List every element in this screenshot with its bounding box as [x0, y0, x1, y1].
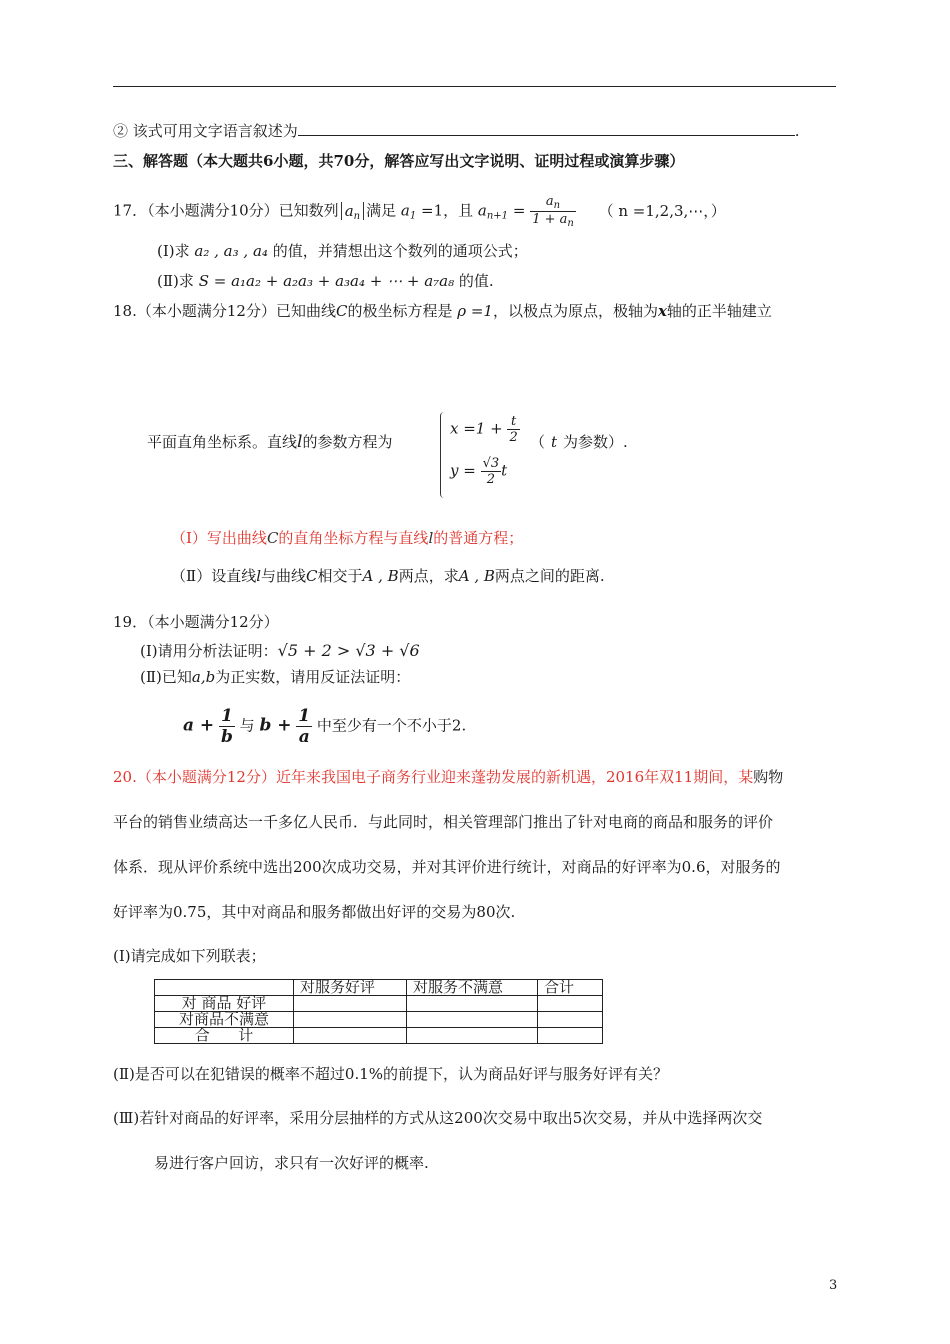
- row-label: 对 商品 好评: [155, 996, 294, 1012]
- table-cell[interactable]: [538, 1012, 603, 1028]
- table-header-cell: 对服务不满意: [407, 980, 538, 996]
- table-header-cell: 合计: [538, 980, 603, 996]
- q20-line1: 20.（本小题满分12分）近年来我国电子商务行业迎来蓬勃发展的新机遇，2016年双11期间，某购物: [113, 768, 784, 786]
- table-cell[interactable]: [407, 1012, 538, 1028]
- q19-part1: (Ⅰ)请用分析法证明：√5 + 2 > √3 + √6: [140, 641, 420, 660]
- table-cell[interactable]: [538, 1028, 603, 1044]
- q20-line3: 体系．现从评价系统中选出200次成功交易，并对其评价进行统计，对商品的好评率为0.6，对服务的: [113, 858, 781, 876]
- q17-part1: (Ⅰ)求 a₂ , a₃ , a₄ 的值，并猜想出这个数列的通项公式；: [157, 242, 528, 260]
- q19-stem: 19．（本小题满分12分）: [113, 613, 279, 631]
- q18-part2: （Ⅱ）设直线l与曲线C相交于A , B两点，求A , B两点之间的距离.: [171, 567, 605, 585]
- table-header-cell: 对服务好评: [294, 980, 407, 996]
- header-rule: [113, 86, 836, 87]
- table-cell[interactable]: [407, 996, 538, 1012]
- q20-line2: 平台的销售业绩高达一千多亿人民币．与此同时，相关管理部门推出了针对电商的商品和服务的评价: [113, 813, 774, 831]
- q17-part2: (Ⅱ)求 S = a₁a₂ + a₂a₃ + a₃a₄ + ⋯ + a₇a₈ 的值.: [157, 272, 494, 290]
- param-note: （ t 为参数）.: [530, 433, 628, 451]
- q20-part3-b: 易进行客户回访，求只有一次好评的概率.: [154, 1154, 429, 1172]
- contingency-table: [154, 979, 603, 1044]
- seq-abs: $a_n$: [341, 202, 364, 220]
- table-cell[interactable]: [538, 996, 603, 1012]
- q18-stem: 18.（本小题满分12分）已知曲线C的极坐标方程是 ρ =1，以极点为原点，极轴为x轴的正半轴建立: [113, 302, 772, 320]
- table-cell[interactable]: [294, 1012, 407, 1028]
- row-label: 对商品不满意: [155, 1012, 294, 1028]
- table-cell[interactable]: [294, 996, 407, 1012]
- section-title: 三、解答题（本大题共6小题，共70分，解答应写出文字说明、证明过程或演算步骤）: [113, 152, 685, 170]
- table-row: [155, 1028, 603, 1044]
- q19-expression: a + $\frac{1}{b}$ 与 b + $\frac{1}{a}$ 中至少有一个不小于2.: [183, 706, 467, 747]
- q20-part1: (Ⅰ)请完成如下列联表；: [113, 947, 266, 965]
- page-number: 3: [829, 1278, 838, 1293]
- q20-part3-a: (Ⅲ)若针对商品的好评率，采用分层抽样的方式从这200次交易中取出5次交易，并从中选择两次交: [113, 1109, 763, 1127]
- q20-part2: (Ⅱ)是否可以在犯错误的概率不超过0.1%的前提下，认为商品好评与服务好评有关？: [113, 1065, 669, 1083]
- q17-fraction: $\frac{a_n}{1 + a_n}$: [532, 194, 574, 229]
- q17-stem: 17．（本小题满分10分）已知数列 $a_n$ 满足 $a_1 =1$，且 $a_{n+1}$ = $\frac{a_n}{1 + a_n}$ （ n =1,2,3,⋯，）: [113, 194, 726, 229]
- q18-line2: 平面直角坐标系。直线l的参数方程为: [147, 432, 393, 452]
- q16-part2: ② 该式可用文字语言叙述为 .: [113, 122, 800, 140]
- answer-blank[interactable]: [298, 121, 795, 136]
- param-eq-y: y = $\frac{√3}{2}$ t: [450, 456, 508, 487]
- table-cell[interactable]: [294, 1028, 407, 1044]
- q20-line4: 好评率为0.75，其中对商品和服务都做出好评的交易为80次.: [113, 903, 516, 921]
- q19-part2: (Ⅱ)已知a,b为正实数，请用反证法证明：: [140, 668, 411, 686]
- q18-part1: （Ⅰ）写出曲线C的直角坐标方程与直线l的普通方程；: [171, 529, 524, 547]
- row-label: 合 计: [155, 1028, 294, 1044]
- param-eq-x: x =1 + $\frac{t}{2}$: [450, 414, 518, 445]
- table-cell[interactable]: [407, 1028, 538, 1044]
